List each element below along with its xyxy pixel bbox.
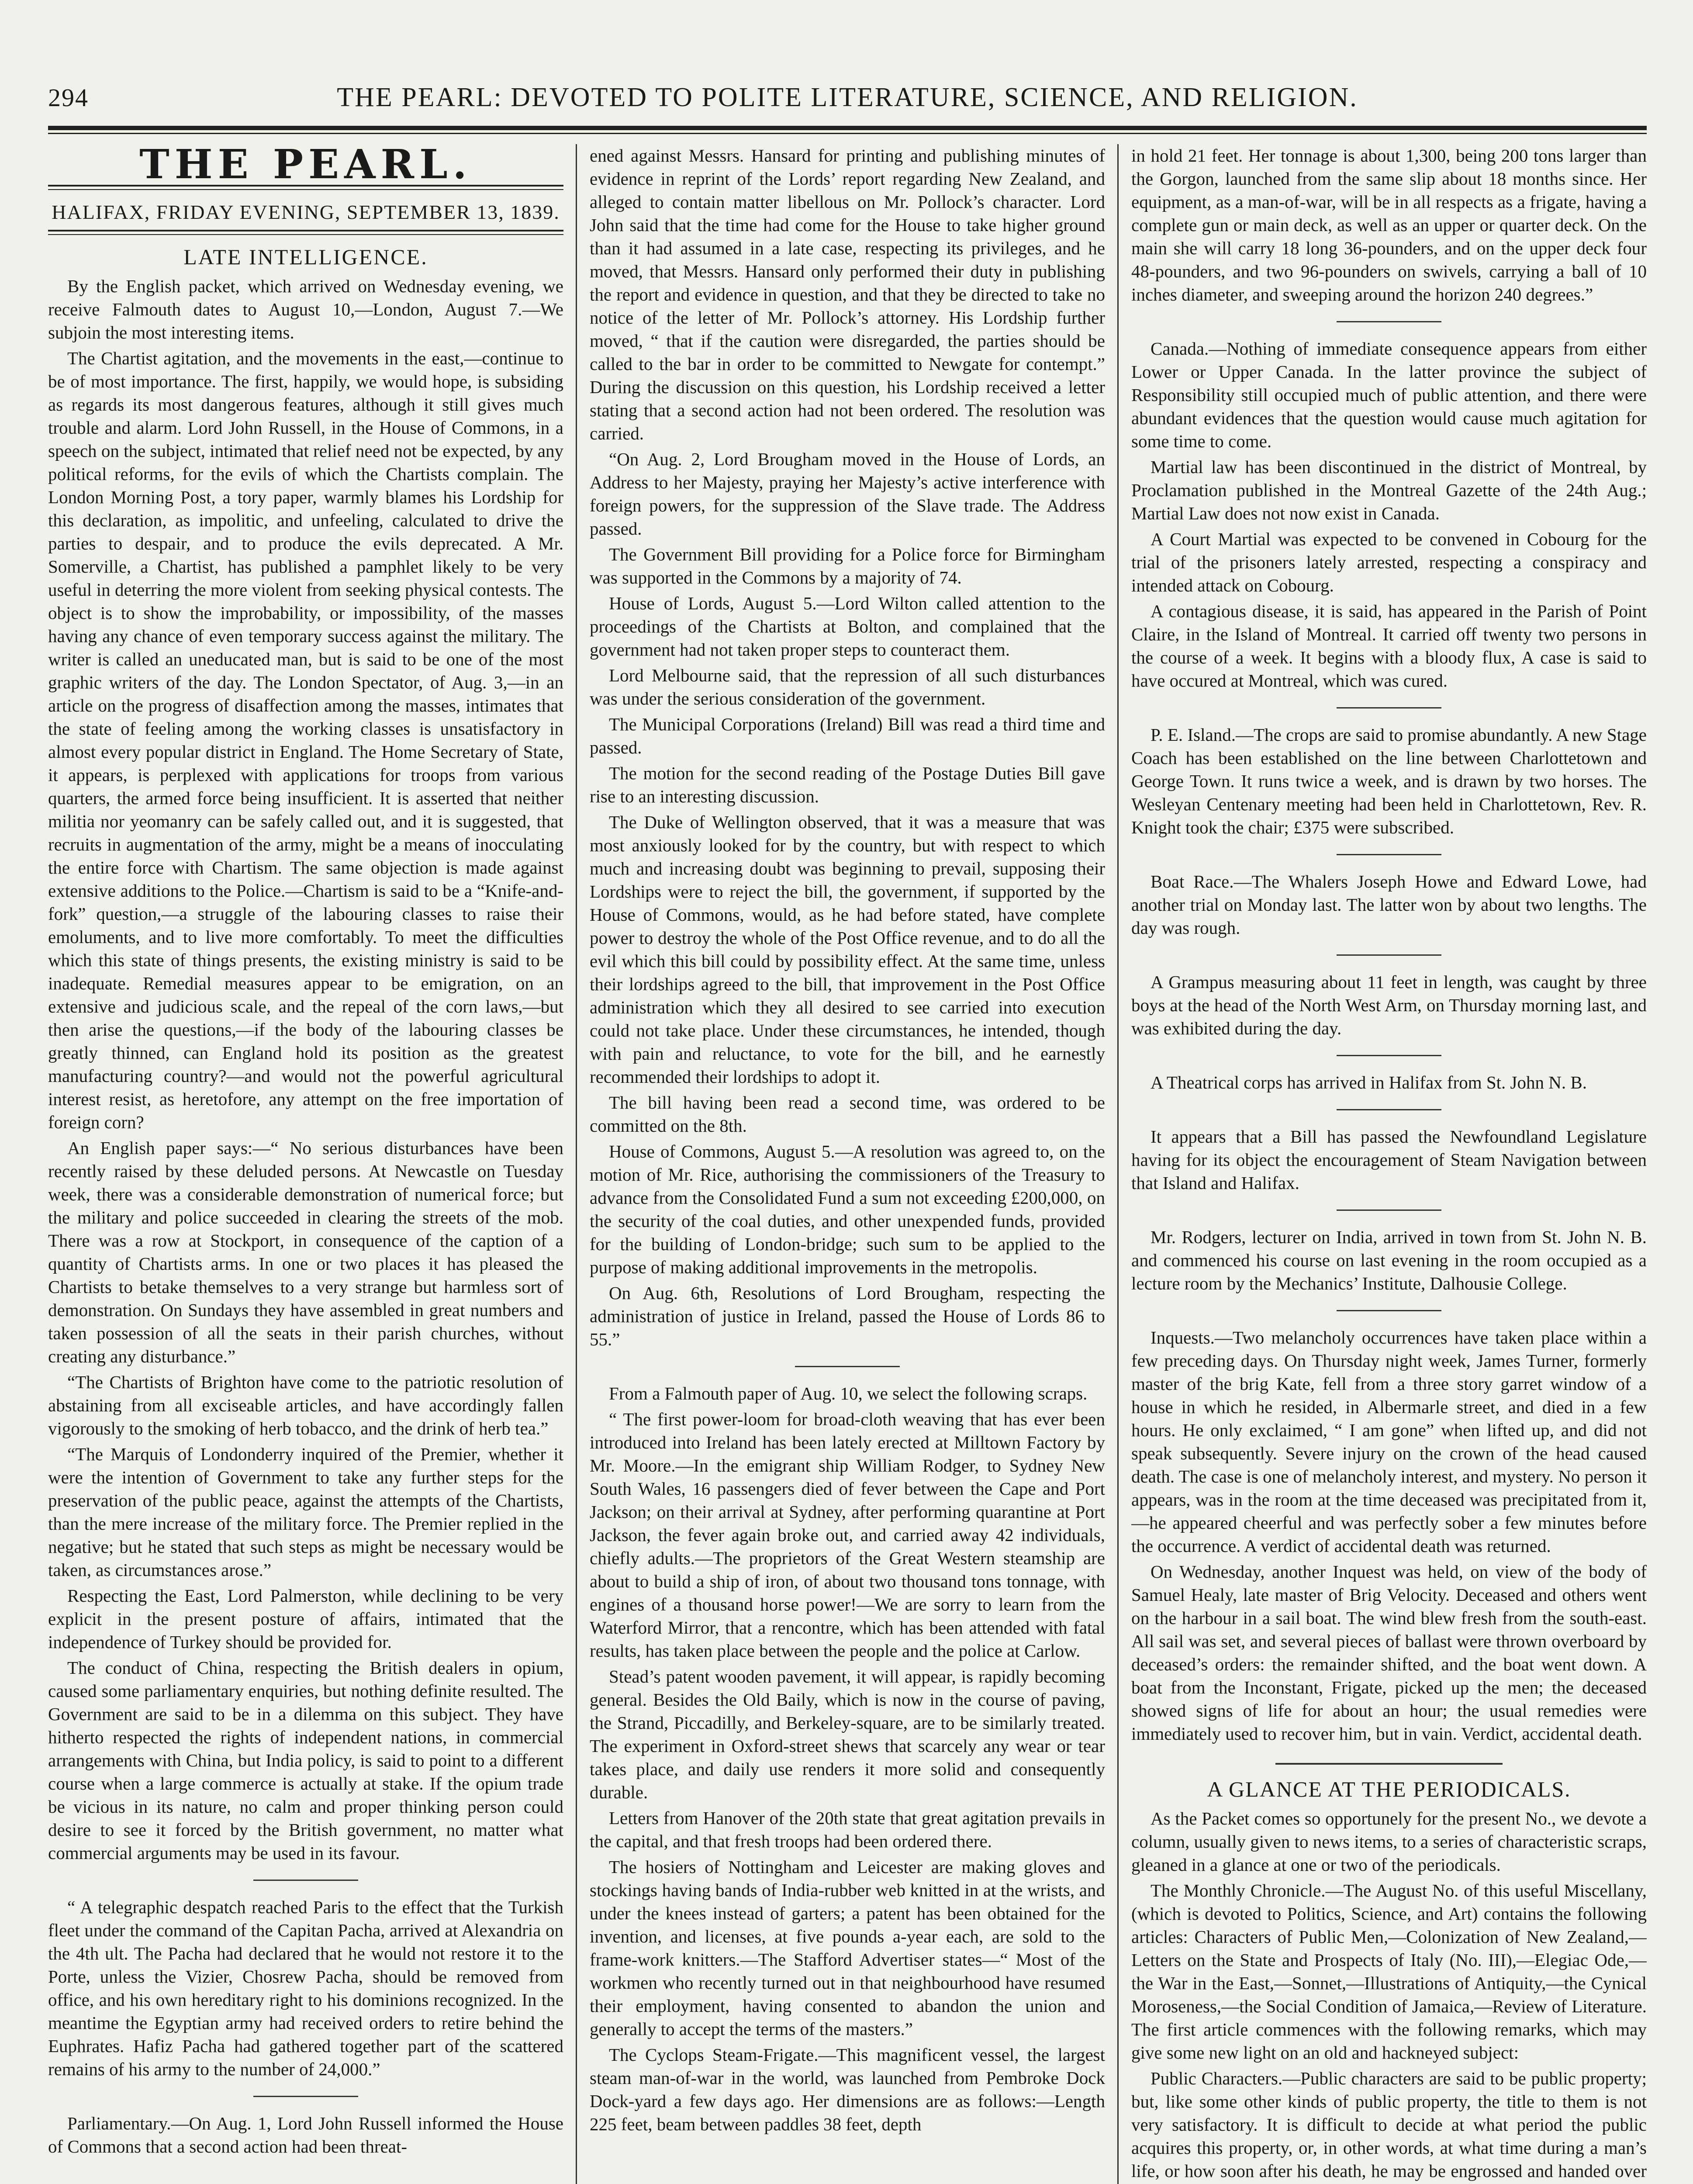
paragraph: The Chartist agitation, and the movements in the east,—continue to be of most importance. The first, happily, we would hope, is subsiding as regards its most dangerous features, although it still gives much trouble and alarm. Lord John Russell, in the House of Commons, in a speech on the subject, intimated that relief need not be expected, by any political reforms, for the evils of which the Chartists complain. The London Morning Post, a tory paper, warmly blames his Lordship for this declaration, as impolitic, and unfeeling, calculated to drive the parties to despair, and to produce the evils deprecated. A Mr. Somerville, a Chartist, has published a pamphlet likely to be very useful in deterring the more violent from seeking physical contests. The object is to show the improbability, or impossibility, of the masses having any chance of even temporary success against the military. The writer is called an uneducated man, but is said to be one of the most graphic writers of the day. The London Spectator, of Aug. 3,—in an article on the progress of disaffection among the masses, intimates that the state of feeling among the working classes is unsatisfactory in almost every popular district in England. The Home Secretary of State, it appears, is perplexed with applications for troops from various quarters, the armed force being insufficient. It is asserted that neither militia nor yeomanry can be safely called out, and it is suggested, that recruits in augmentation of the army, might be a means of inocculating the entire force with Chartism. The same objection is made against extensive additions to the Police.—Chartism is said to be a “Knife-and-fork” question,—a struggle of the labouring classes to raise their emoluments, and to live more comfortably. To meet the difficulties which this state of things presents, the existing ministry is said to be inadequate. Remedial measures appear to be emigration, on an extensive and judicious scale, and the repeal of the corn laws,—but then arise the questions,—if the body of the labouring classes be greatly thinned, can England hold its position as the greatest manufacturing country?—and would not the powerful agricultural interest resist, as heretofore, any attempt on the free importation of foreign corn? — [48, 348, 563, 1132]
paragraph: ened against Messrs. Hansard for printing and publishing minutes of evidence in reprint of the Lords’ report regarding New Zealand, and alleged to contain matter libellous on Mr. Pollock’s character. Lord John said that the time had come for the House to take higher ground than it had assumed in a late case, respecting its privileges, and he moved, that Messrs. Hansard only performed their duty in publishing the report and evidence in question, and that they be directed to take no notice of the letter of Mr. Pollock’s attorney. His Lordship further moved, “ that if the caution were disregarded, the parties should be called to the bar in order to be committed to Newgate for contempt.” During the discussion on this question, his Lordship received a letter stating that a second action had not been ordered. The resolution was carried. — [590, 145, 1105, 443]
paragraph: Respecting the East, Lord Palmerston, while declining to be very explicit in the present posture of affairs, intimated that the independence of Turkey should be provided for. — [48, 1586, 563, 1652]
paragraph: Letters from Hanover of the 20th state that great agitation prevails in the capital, and that fresh troops had been ordered there. — [590, 1808, 1105, 1851]
divider — [1337, 954, 1441, 956]
paragraph: The motion for the second reading of the Postage Duties Bill gave rise to an interesting discussion. — [590, 763, 1105, 806]
divider — [253, 1880, 358, 1881]
column-divider — [576, 144, 577, 2184]
paragraph: “On Aug. 2, Lord Brougham moved in the House of Lords, an Address to her Majesty, praying her Majesty’s active interference with foreign powers, for the suppression of the Slave trade. The Address passed. — [590, 449, 1105, 539]
paragraph: Inquests.—Two melancholy occurrences have taken place within a few preceding days. On Thursday night week, James Turner, formerly master of the brig Kate, fell from a three story garret window of a house in which he resided, in Albermarle street, and died in a few hours. He only exclaimed, “ I am gone” when lifted up, and did not speak subsequently. Severe injury on the crown of the head caused death. The case is one of melancholy interest, and mystery. No person it appears, was in the room at the time deceased was precipitated from it,—he appeared cheerful and was perfectly sober a few minutes before the occurrence. A verdict of accidental death was returned. — [1131, 1327, 1647, 1556]
section-title: A GLANCE AT THE PERIODICALS. — [1207, 1777, 1571, 1801]
column-2 — [590, 144, 1105, 2184]
paragraph: “The Chartists of Brighton have come to the patriotic resolution of abstaining from all exciseable articles, and have accordingly fallen vigorously to the smoking of herb tobacco, and the drink of herb tea.” — [48, 1372, 563, 1438]
paragraph: House of Commons, August 5.—A resolution was agreed to, on the motion of Mr. Rice, authorising the commissioners of the Treasury to advance from the Consolidated Fund a sum not exceeding £200,000, on the security of the coal duties, and other unexpended funds, provided for the building of London-bridge; such sum to be applied to the purpose of making additional improvements in the metropolis. — [590, 1141, 1105, 1277]
paragraph: P. E. Island.—The crops are said to promise abundantly. A new Stage Coach has been established on the line between Charlottetown and George Town. It runs twice a week, and is drawn by two horses. The Wesleyan Centenary meeting had been held in Charlottetown, Rev. R. Knight took the chair; £375 were subscribed. — [1131, 725, 1647, 837]
masthead: THE PEARL. — [139, 144, 472, 188]
paragraph: Martial law has been discontinued in the district of Montreal, by Proclamation published in the Montreal Gazette of the 24th Aug.; Martial Law does not now exist in Canada. — [1131, 457, 1647, 523]
paragraph: On Aug. 6th, Resolutions of Lord Brougham, respecting the administration of justice in Ireland, passed the House of Lords 86 to 55.” — [590, 1283, 1105, 1349]
paragraph: On Wednesday, another Inquest was held, on view of the body of Samuel Healy, late master of Brig Velocity. Deceased and others went on the harbour in a sail boat. The wind blew fresh from the south-east. All sail was set, and several pieces of ballast were thrown overboard by deceased’s orders: the remainder shifted, and the boat went down. A boat from the Inconstant, Frigate, picked up the men; the deceased showed signs of life for about an hour; the usual remedies were immediately used to recover him, but in vain. Verdict, accidental death. — [1131, 1562, 1647, 1744]
paragraph: The Duke of Wellington observed, that it was a measure that was most anxiously looked for by the country, but with respect to which much and increasing doubt was beginning to prevail, supposing their Lordships were to reject the bill, the government, if supported by the House of Commons, would, as he had before stated, have complete power to destroy the whole of the Post Office revenue, and to do all the evil which this bill could by possibility effect. At the same time, unless their lordships agreed to the bill, that improvement in the Post Office administration which they all desired to see carried into execution could not take place. Under these circumstances, he intended, though with pain and reluctance, to vote for the bill, and he earnestly recommended their lordships to adopt it. — [590, 812, 1105, 1087]
divider — [253, 2096, 358, 2097]
divider — [1337, 1310, 1441, 1311]
column-1 — [48, 144, 563, 2184]
paragraph: “The Marquis of Londonderry inquired of the Premier, whether it were the intention of Government to take any further steps for the preservation of the public peace, against the attempts of the Chartists, than the mere increase of the military force. The Premier replied in the negative; but he stated that such steps as might be necessary would be taken, as circumstances arose.” — [48, 1444, 563, 1580]
column-divider — [1117, 144, 1119, 2184]
paragraph: Stead’s patent wooden pavement, it will appear, is rapidly becoming general. Besides the Old Baily, which is now in the course of paving, the Strand, Piccadilly, and Berkeley-square, are to be similarly treated. The experiment in Oxford-street shews that scarcely any wear or tear takes place, and daily use renders it more solid and consequently durable. — [590, 1666, 1105, 1802]
divider — [1275, 1763, 1503, 1765]
column-3 — [1131, 144, 1647, 2184]
divider — [795, 1366, 900, 1367]
paragraph: By the English packet, which arrived on Wednesday evening, we receive Falmouth dates to August 10,—London, August 7.—We subjoin the most interesting items. — [48, 276, 563, 342]
paragraph: Mr. Rodgers, lecturer on India, arrived in town from St. John N. B. and commenced his course on last evening in the room occupied as a lecture room by the Mechanics’ Institute, Dalhousie College. — [1131, 1227, 1647, 1293]
divider — [48, 230, 563, 235]
paragraph: in hold 21 feet. Her tonnage is about 1,300, being 200 tons larger than the Gorgon, launched from the same slip about 18 months since. Her equipment, as a man-of-war, will be in all respects as a frigate, having a complete gun or main deck, as well as an upper or quarter deck. On the main she will carry 18 long 36-pounders, and on the upper deck four 48-pounders, and two 96-pounders on swivels, carrying a ball of 10 inches diameter, and sweeping around the horizon 240 degrees.” — [1131, 145, 1647, 304]
paragraph: The Monthly Chronicle.—The August No. of this useful Miscellany, (which is devoted to Politics, Science, and Art) contains the following articles: Characters of Public Men,—Colonization of New Zealand,—Letters on the State and Prospects of Italy (No. III),—Elegiac Ode,—the War in the East,—Sonnet,—Illustrations of Antiquity,—the Cynical Moroseness,—the Social Condition of Jamaica,—Review of Literature. The first article commences with the following remarks, which may give some new light on an old and hackneyed subject: — [1131, 1880, 1647, 2063]
dateline: HALIFAX, FRIDAY EVENING, SEPTEMBER 13, 1839. — [52, 201, 560, 223]
paragraph: The Government Bill providing for a Police force for Birmingham was supported in the Commons by a majority of 74. — [590, 544, 1105, 587]
paragraph: Boat Race.—The Whalers Joseph Howe and Edward Lowe, had another trial on Monday last. The latter won by about two lengths. The day was rough. — [1131, 871, 1647, 938]
paragraph: From a Falmouth paper of Aug. 10, we select the following scraps. — [609, 1383, 1088, 1403]
divider — [1337, 707, 1441, 708]
newspaper-page — [48, 79, 1647, 2184]
paragraph: The bill having been read a second time, was ordered to be committed on the 8th. — [590, 1092, 1105, 1136]
paragraph: The conduct of China, respecting the British dealers in opium, caused some parliamentary enquiries, but nothing definite resulted. The Government are said to be in a dilemma on this subject. They have hitherto respected the rights of independent nations, in commercial arrangements with China, but India policy, is said to point to a different course when a large commerce is actually at stake. If the opium trade be vicious in its nature, no calm and proper thinking person could desire to see it forced by the British government, no matter what commercial arguments may be used in its favour. — [48, 1658, 563, 1863]
paragraph: A Court Martial was expected to be convened in Cobourg for the trial of the prisoners lately arrested, respecting a conspiracy and intended attack on Cobourg. — [1131, 529, 1647, 595]
divider — [1337, 854, 1441, 855]
paragraph: Canada.—Nothing of immediate consequence appears from either Lower or Upper Canada. In the latter province the subject of Responsibility still occupied much of public attention, and there were abundant evidences that the question would cause much agitation for some time to come. — [1131, 339, 1647, 451]
divider — [1337, 321, 1441, 322]
paragraph: “ A telegraphic despatch reached Paris to the effect that the Turkish fleet under the command of the Capitan Pacha, arrived at Alexandria on the 4th ult. The Pacha had declared that he would not restore it to the Porte, unless the Vizier, Chosrew Pacha, should be removed from office, and his own hereditary right to his dominions recognized. In the meantime the Egyptian army had received orders to retire behind the Euphrates. Hafiz Pacha had gathered together part of the scattered remains of his army to the number of 24,000.” — [48, 1897, 563, 2079]
paragraph: House of Lords, August 5.—Lord Wilton called attention to the proceedings of the Chartists at Bolton, and complained that the government had not taken proper steps to counteract them. — [590, 593, 1105, 660]
paragraph: A Grampus measuring about 11 feet in length, was caught by three boys at the head of the North West Arm, on Thursday morning last, and was exhibited during the day. — [1131, 972, 1647, 1038]
page-number: 294 — [48, 83, 89, 112]
paragraph: A contagious disease, it is said, has appeared in the Parish of Point Claire, in the Island of Montreal. It carried off twenty two persons in the course of a week. It begins with a bloody flux, A case is said to have occured at Montreal, which was cured. — [1131, 601, 1647, 691]
divider — [1337, 1109, 1441, 1110]
paragraph: Parliamentary.—On Aug. 1, Lord John Russell informed the House of Commons that a second action had been threat- — [48, 2113, 563, 2156]
section-title: LATE INTELLIGENCE. — [183, 245, 428, 269]
paragraph: The Municipal Corporations (Ireland) Bill was read a third time and passed. — [590, 714, 1105, 757]
running-title: THE PEARL: DEVOTED TO POLITE LITERATURE, SCIENCE, AND RELIGION. — [337, 83, 1358, 112]
paragraph: The Cyclops Steam-Frigate.—This magnificent vessel, the largest steam man-of-war in the world, was launched from Pembroke Dock Dock-yard a few days ago. Her dimensions are as follows:—Length 225 feet, beam between paddles 38 feet, depth — [590, 2045, 1105, 2134]
paragraph: “ The first power-loom for broad-cloth weaving that has ever been introduced into Ireland has been lately erected at Milltown Factory by Mr. Moore.—In the emigrant ship William Rodger, to Sydney New South Wales, 16 passengers died of fever between the Cape and Port Jackson; on their arrival at Sydney, after performing quarantine at Port Jackson, the fever again broke out, and carried away 42 individuals, chiefly adults.—The proprietors of the Great Western steamship are about to build a ship of iron, of about two thousand tons tonnage, with engines of a thousand horse power!—We are sorry to learn from the Waterford Mirror, that a rencontre, which has been attended with fatal results, has taken place between the people and the police at Carlow. — [590, 1409, 1105, 1661]
paragraph: As the Packet comes so opportunely for the present No., we devote a column, usually given to news items, to a series of characteristic scraps, gleaned in a glance at one or two of the periodicals. — [1131, 1808, 1647, 1875]
header-rule-thin — [48, 133, 1647, 134]
paragraph: An English paper says:—“ No serious disturbances have been recently raised by these deluded persons. At Newcastle on Tuesday week, there was a considerable demonstration of numerical force; but the military and police succeeded in clearing the streets of the mob. There was a row at Stockport, in consequence of the caption of a quantity of Chartists arms. In one or two places it has pleased the Chartists to betake themselves to a very strange but harmless sort of demonstration. On Sundays they have assembled in great numbers and taken possession of all the seats in their parish churches, without creating any disturbance.” — [48, 1138, 563, 1366]
divider — [1337, 1209, 1441, 1211]
header-rule-thick — [48, 126, 1647, 130]
paragraph: The hosiers of Nottingham and Leicester are making gloves and stockings having bands of India-rubber web knitted in at the wrists, and under the knees instead of garters; a patent has been obtained for the invention, and licenses, at five pounds a-year each, are sold to the frame-work knitters.—The Stafford Advertiser states—“ Most of the workmen who recently turned out in that neighbourhood have resumed their employment, having consented to abandon the union and generally to accept the terms of the masters.” — [590, 1857, 1105, 2039]
page-header — [48, 79, 1647, 131]
paragraph: It appears that a Bill has passed the Newfoundland Legislature having for its object the encouragement of Steam Navigation between that Island and Halifax. — [1131, 1127, 1647, 1193]
paragraph: A Theatrical corps has arrived in Halifax from St. John N. B. — [1151, 1072, 1587, 1092]
divider — [1337, 1055, 1441, 1056]
paragraph: Lord Melbourne said, that the repression of all such disturbances was under the serious consideration of the government. — [590, 665, 1105, 708]
paragraph: Public Characters.—Public characters are said to be public property; but, like some other kinds of public property, the title to them is not very satisfactory. It is difficult to decide at what period the public acquires this property, or, in other words, at what time during a man’s life, or how soon after his death, he may be engrossed and handed over — [1131, 2068, 1647, 2181]
